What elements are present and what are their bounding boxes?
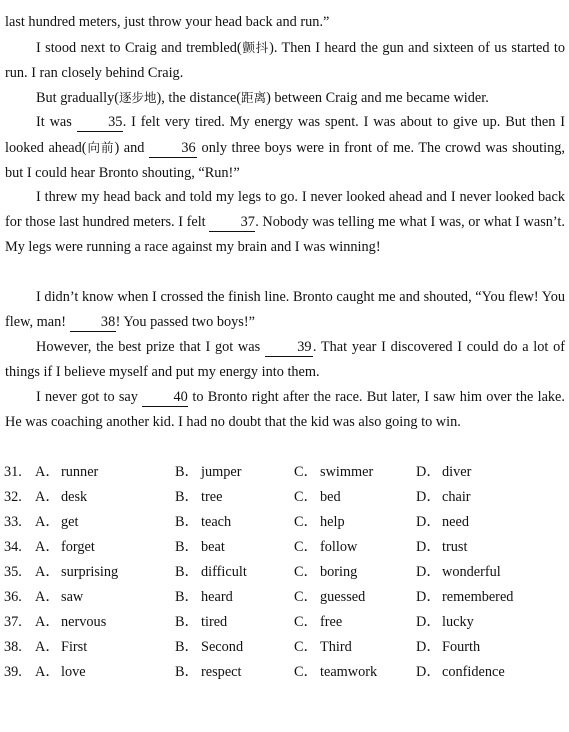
chinese-gloss: 距离 <box>241 90 267 105</box>
chinese-gloss: 逐步地 <box>118 90 157 105</box>
passage-paragraph-6 <box>5 335 565 385</box>
option-b: B． tired <box>175 614 228 630</box>
passage-text: I threw my head back and told my legs to go. I never looked ahead and I never looked back for those last hundred meters. I felt <box>5 189 565 230</box>
option-d: D．remembered <box>416 589 514 605</box>
option-d: D．confidence <box>416 664 505 680</box>
passage-text: ). Then I heard the gun and sixteen of us started to run. I ran closely behind Craig. <box>5 40 565 81</box>
passage-text: ) and <box>114 140 149 156</box>
option-a: A．nervous <box>35 614 107 630</box>
option-d: D．Fourth <box>416 639 481 655</box>
option-d: D．diver <box>416 464 472 480</box>
question-number: 35. <box>4 564 22 580</box>
question-number: 34. <box>4 539 22 555</box>
option-c: C． teamwork <box>294 664 378 680</box>
passage-text: . Nobody was telling me what I was, or what I wasn’t. My legs were running a race against my brain and I was winning! <box>5 214 565 255</box>
passage-text: last hundred meters, just throw your head back and run.” <box>5 14 330 30</box>
chinese-gloss: 向前 <box>86 140 115 155</box>
passage-paragraph-4 <box>5 185 565 260</box>
option-c: C． follow <box>294 539 358 555</box>
option-row <box>0 510 569 535</box>
passage-text: only three boys were in front of me. The crowd was shouting, but I could hear Bronto shouting, “Run!” <box>5 140 565 181</box>
option-b: B． respect <box>175 664 242 680</box>
option-row <box>0 660 569 685</box>
passage-text: . That year I discovered I could do a lot of things if I believe myself and put my energy into them. <box>5 339 566 380</box>
passage-paragraph-5 <box>5 285 565 335</box>
option-d: D．trust <box>416 539 468 555</box>
question-number: 39. <box>4 664 22 680</box>
option-b: B． jumper <box>175 464 242 480</box>
option-b: B． difficult <box>175 564 247 580</box>
option-c: C． free <box>294 614 343 630</box>
option-b: B． tree <box>175 489 223 505</box>
option-c: C． boring <box>294 564 358 580</box>
option-c: C． guessed <box>294 589 366 605</box>
passage-text: But gradually( <box>36 90 119 106</box>
blank-39: 39 <box>265 339 313 357</box>
passage-text: I stood next to Craig and trembled( <box>36 40 242 56</box>
blank-38: 38 <box>70 314 116 332</box>
passage-text: I never got to say <box>36 389 143 405</box>
passage-text: It was <box>36 114 77 130</box>
blank-36: 36 <box>149 140 197 158</box>
option-a: A．love <box>35 664 86 680</box>
option-row <box>0 610 569 635</box>
option-d: D．chair <box>416 489 471 505</box>
option-row <box>0 635 569 660</box>
option-a: A．saw <box>35 589 84 605</box>
option-row <box>0 585 569 610</box>
option-d: D．lucky <box>416 614 474 630</box>
option-row <box>0 535 569 560</box>
option-b: B． heard <box>175 589 233 605</box>
option-c: C． Third <box>294 639 352 655</box>
option-a: A．get <box>35 514 79 530</box>
passage-text: ), the distance( <box>156 90 242 106</box>
passage-text: I didn’t know when I crossed the finish line. Bronto caught me and shouted, “You flew! You flew, man! <box>5 289 565 330</box>
option-c: C． help <box>294 514 345 530</box>
passage-paragraph-2 <box>5 85 565 111</box>
chinese-gloss: 颤抖 <box>241 40 270 55</box>
option-row <box>0 460 569 485</box>
passage-paragraph-1 <box>5 35 565 86</box>
question-number: 31. <box>4 464 22 480</box>
passage-text: ! You passed two boys!” <box>115 314 255 330</box>
passage-text: to Bronto right after the race. But later, I saw him over the lake. He was coaching another kid. I had no doubt that the kid was also going to win. <box>5 389 565 430</box>
question-number: 38. <box>4 639 22 655</box>
option-a: A．forget <box>35 539 95 555</box>
passage-text: However, the best prize that I got was <box>36 339 265 355</box>
option-a: A．runner <box>35 464 99 480</box>
option-a: A．First <box>35 639 88 655</box>
question-number: 33. <box>4 514 22 530</box>
question-number: 32. <box>4 489 22 505</box>
option-d: D．need <box>416 514 469 530</box>
blank-37: 37 <box>209 214 255 232</box>
option-a: A．desk <box>35 489 88 505</box>
question-number: 36. <box>4 589 22 605</box>
option-c: C． swimmer <box>294 464 374 480</box>
option-a: A．surprising <box>35 564 119 580</box>
question-number: 37. <box>4 614 22 630</box>
option-row <box>0 560 569 585</box>
passage-text: . I felt very tired. My energy was spent. I was about to give up. But then I looked ahead( <box>5 114 565 156</box>
passage-paragraph-3 <box>5 110 565 186</box>
blank-35: 35 <box>77 114 123 132</box>
passage-text: ) between Craig and me became wider. <box>266 90 489 106</box>
passage-line-0 <box>5 10 565 35</box>
option-b: B． beat <box>175 539 225 555</box>
option-row <box>0 485 569 510</box>
option-c: C． bed <box>294 489 341 505</box>
option-b: B． Second <box>175 639 244 655</box>
option-b: B． teach <box>175 514 232 530</box>
blank-40: 40 <box>142 389 188 407</box>
option-d: D．wonderful <box>416 564 501 580</box>
passage-paragraph-7 <box>5 385 565 435</box>
